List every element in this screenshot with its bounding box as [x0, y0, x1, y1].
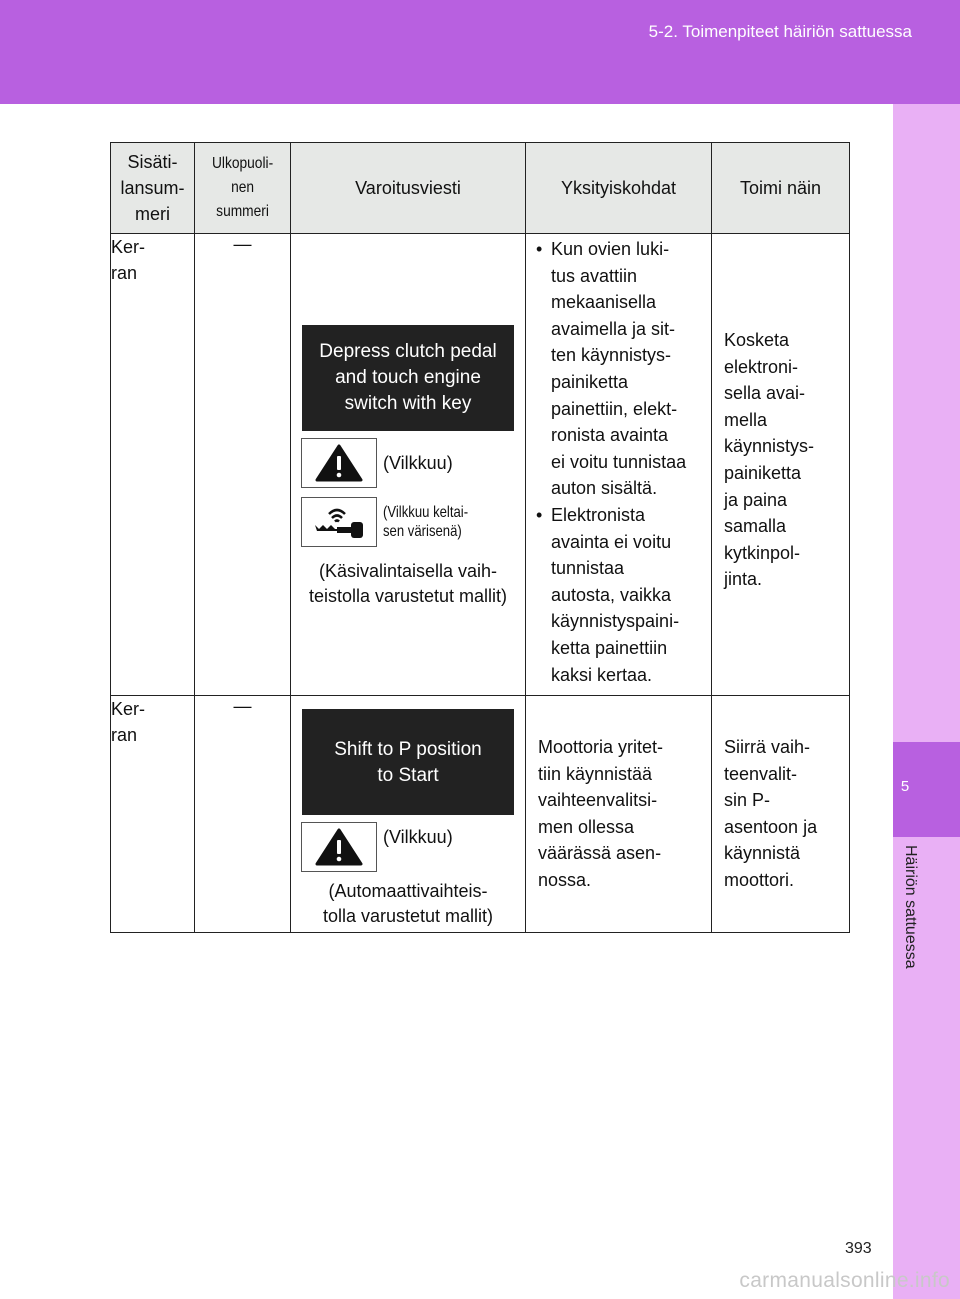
chapter-number: 5	[900, 778, 910, 795]
action-cell	[712, 234, 850, 696]
key-indicator-box	[301, 497, 377, 547]
header-action: Toimi näin	[712, 143, 850, 234]
section-title: 5-2. Toimenpiteet häiriön sattuessa	[648, 22, 912, 41]
warning-light-box	[301, 822, 377, 872]
page-number: 393	[845, 1240, 872, 1257]
warning-light-box	[301, 438, 377, 488]
details-cell	[526, 234, 712, 696]
chapter-label: Häiriön sattuessa	[902, 845, 919, 969]
action-text: Kosketa elektroni- sella avai- mella käynnistys- painiketta ja paina samalla kytkinpol- jinta.	[724, 330, 815, 590]
table-row	[111, 696, 850, 933]
warning-triangle-icon	[314, 827, 364, 867]
warning-table	[110, 142, 850, 933]
smart-key-icon	[309, 502, 369, 542]
icon-caption: (Vilkkuu keltai- sen värisenä)	[383, 504, 469, 540]
warning-message-cell	[291, 234, 526, 696]
icon-caption: (Vilkkuu)	[383, 452, 453, 473]
header-interior-buzzer: Sisäti- lansum- meri	[111, 143, 195, 234]
key-indicator-row	[301, 497, 525, 547]
warning-light-row	[301, 438, 525, 488]
table-header-row	[111, 143, 850, 234]
interior-buzzer-cell: Ker- ran	[111, 234, 195, 696]
details-cell	[526, 696, 712, 933]
page-header	[0, 0, 960, 104]
header-details: Yksityiskohdat	[526, 143, 712, 234]
list-item: • Elektronista avainta ei voitu tunnistaa autosta, vaikka käynnistyspaini- ketta painettiin kaksi kertaa.	[526, 502, 711, 688]
list-item: • Kun ovien luki- tus avattiin mekaanisella avaimella ja sit- ten käynnistys- painiketta painettiin, elekt- ronista avainta ei voitu tunnistaa auton sisältä.	[526, 236, 711, 502]
details-list	[526, 236, 711, 688]
details-text: Moottoria yritet- tiin käynnistää vaihteenvalitsi- men ollessa väärässä asen- nossa.	[538, 737, 664, 890]
action-text: Siirrä vaih- teenvalit- sin P- asentoon ja käynnistä moottori.	[724, 737, 818, 890]
model-note: (Automaattivaihteis- tolla varustetut mallit)	[322, 881, 494, 926]
model-note: (Käsivalintaisella vaih- teistolla varustetut mallit)	[308, 561, 508, 606]
interior-buzzer-cell: Ker- ran	[111, 696, 195, 933]
display-message: Depress clutch pedal and touch engine switch with key	[302, 325, 514, 431]
side-tab-strip	[893, 104, 960, 1299]
table-row	[111, 234, 850, 696]
display-message: Shift to P position to Start	[302, 709, 514, 815]
exterior-buzzer-cell: —	[195, 696, 291, 933]
header-exterior-buzzer: Ulkopuoli- nen summeri	[195, 143, 291, 234]
watermark: carmanualsonline.info	[739, 1269, 950, 1292]
warning-triangle-icon	[314, 443, 364, 483]
icon-caption: (Vilkkuu)	[383, 826, 453, 847]
warning-light-row	[301, 822, 525, 872]
exterior-buzzer-cell: —	[195, 234, 291, 696]
warning-message-cell	[291, 696, 526, 933]
header-warning-message: Varoitusviesti	[291, 143, 526, 234]
action-cell	[712, 696, 850, 933]
